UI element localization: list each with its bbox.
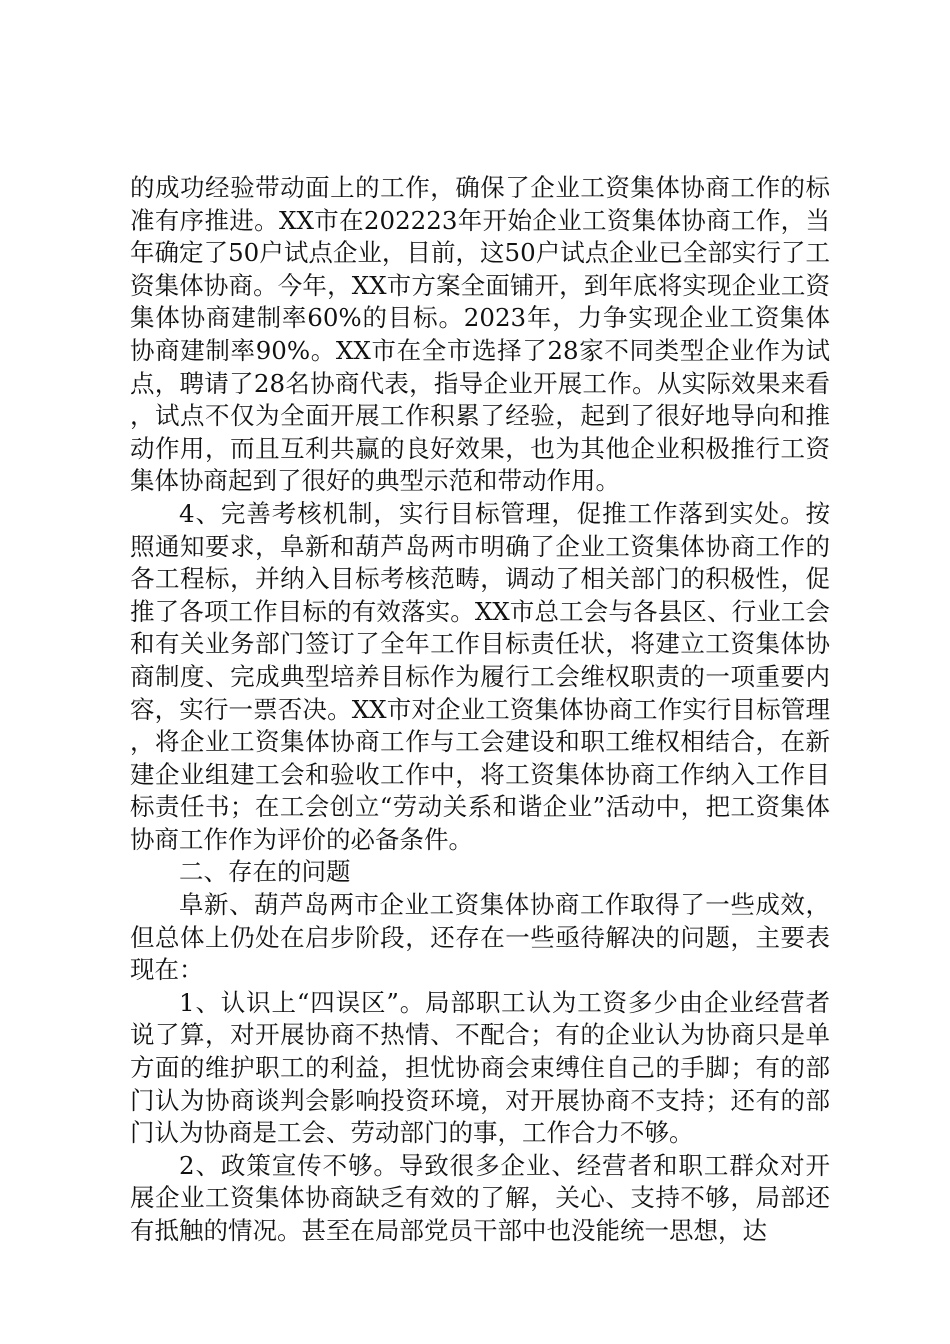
section-heading-problems: 二、存在的问题 (179, 857, 351, 887)
paragraph-four-misconceptions: 1、认识上“四误区”。局部职工认为工资多少由企业经营者说了算，对开展协商不热情、不配合；有的企业认为协商只是单方面的维护职工的利益，担忧协商会束缚住自己的手脚；有的部门认为协商谈判会影响投资环境，对开展协商不支持；还有的部门认为协商是工会、劳动部门的事，工作合力不够。 (130, 987, 830, 1148)
paragraph-continuation: 的成功经验带动面上的工作，确保了企业工资集体协商工作的标准有序推进。XX市在202223年开始企业工资集体协商工作，当年确定了50户试点企业，目前，这50户试点企业已全部实行了工资集体协商。今年，XX市方案全面铺开，到年底将实现企业工资集体协商建制率60%的目标。2023年，力争实现企业工资集体协商建制率90%。XX市在全市选择了28家不同类型企业作为试点，聘请了28名协商代表，指导企业开展工作。从实际效果来看，试点不仅为全面开展工作积累了经验，起到了很好地导向和推动作用，而且互利共赢的良好效果，也为其他企业积极推行工资集体协商起到了很好的典型示范和带动作用。 (130, 173, 830, 496)
paragraph-policy-publicity: 2、政策宣传不够。导致很多企业、经营者和职工群众对开展企业工资集体协商缺乏有效的了解，关心、支持不够，局部还有抵触的情况。甚至在局部党员干部中也没能统一思想，达 (130, 1150, 830, 1245)
paragraph-problems-intro: 阜新、葫芦岛两市企业工资集体协商工作取得了一些成效，但总体上仍处在启步阶段，还存在一些亟待解决的问题，主要表现在： (130, 890, 830, 985)
paragraph-assessment-mechanism: 4、完善考核机制，实行目标管理，促推工作落到实处。按照通知要求，阜新和葫芦岛两市明确了企业工资集体协商工作的各工程标，并纳入目标考核范畴，调动了相关部门的积极性，促推了各项工作目标的有效落实。XX市总工会与各县区、行业工会和有关业务部门签订了全年工作目标责任状，将建立工资集体协商制度、完成典型培养目标作为履行工会维权职责的一项重要内容，实行一票否决。XX市对企业工资集体协商工作实行目标管理，将企业工资集体协商工作与工会建设和职工维权相结合，在新建企业组建工会和验收工作中，将工资集体协商工作纳入工作目标责任书；在工会创立“劳动关系和谐企业”活动中，把工资集体协商工作作为评价的必备条件。 (130, 498, 830, 854)
document-body (130, 172, 830, 1248)
